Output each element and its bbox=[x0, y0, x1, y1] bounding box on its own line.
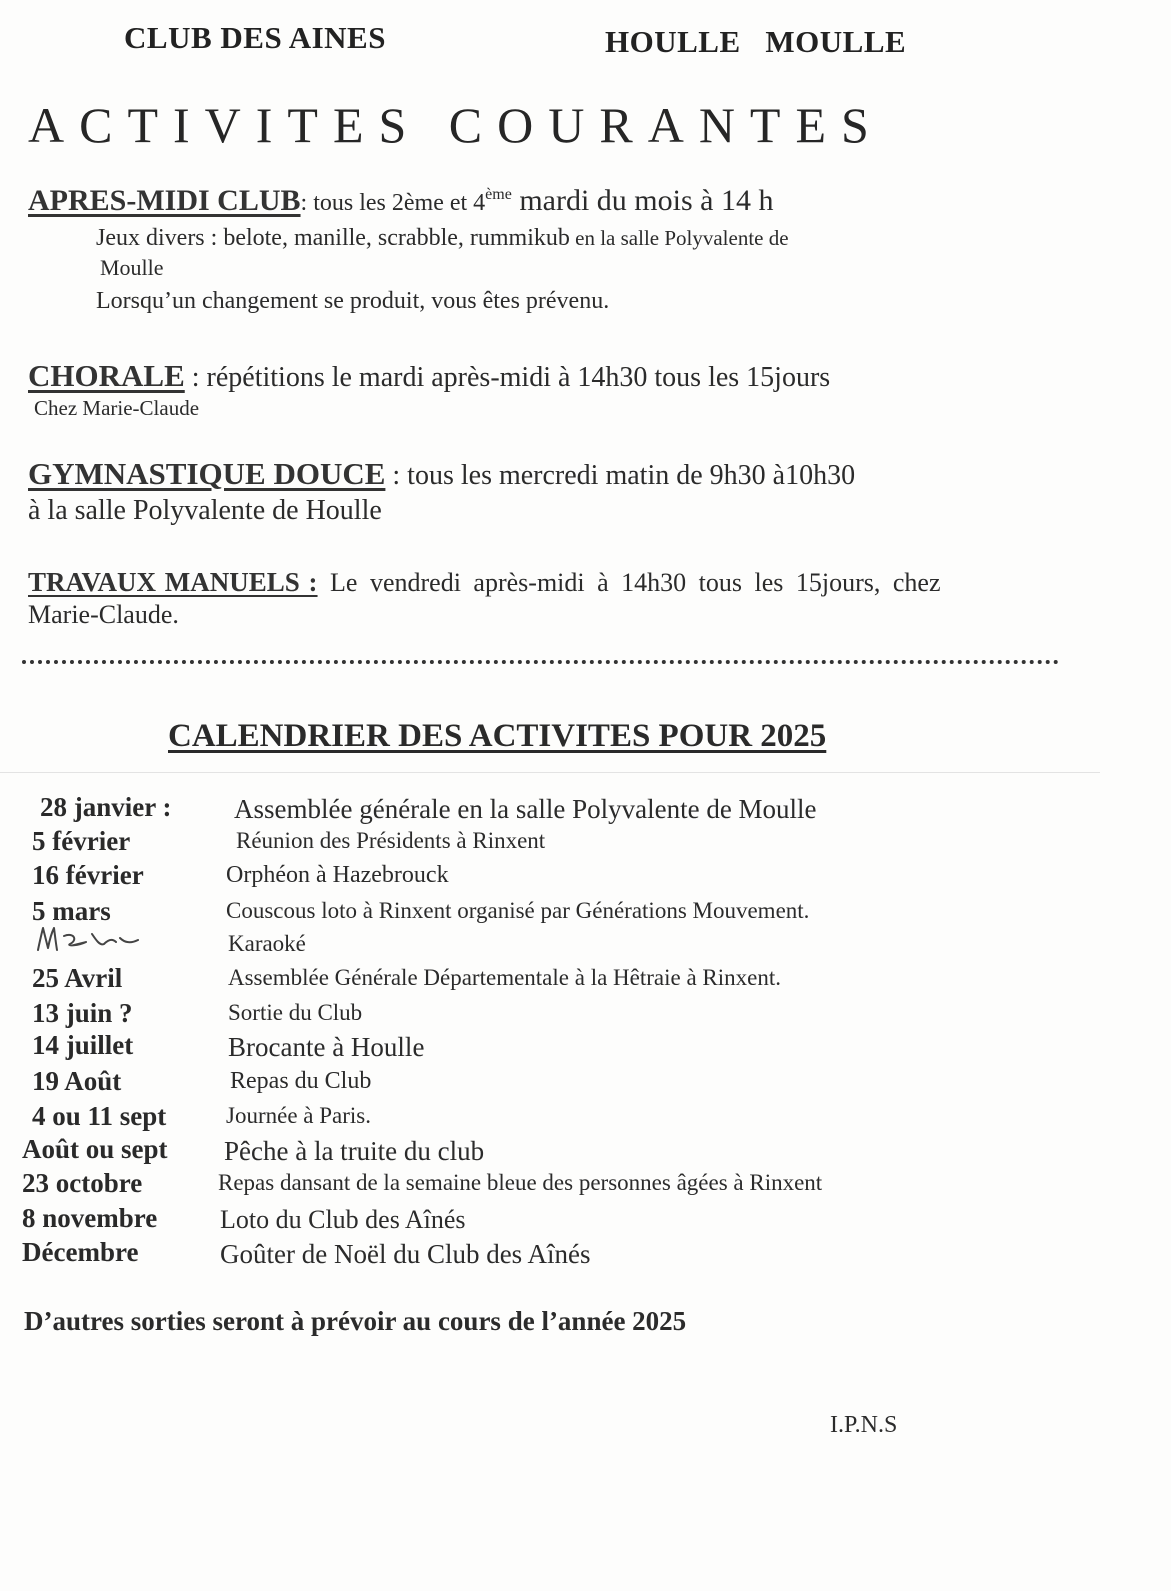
calendar-event: Karaoké bbox=[228, 931, 306, 956]
handwritten-note bbox=[34, 922, 144, 956]
apres-midi-note: Lorsqu’un changement se produit, vous êtes prévenu. bbox=[96, 288, 610, 314]
calendar-event: Goûter de Noël du Club des Aînés bbox=[220, 1239, 591, 1269]
travaux-line bbox=[28, 567, 941, 598]
chorale-place: Chez Marie-Claude bbox=[34, 396, 200, 420]
calendar-title: CALENDRIER DES ACTIVITES POUR 2025 bbox=[168, 718, 827, 754]
gym-label: GYMNASTIQUE DOUCE bbox=[28, 456, 386, 491]
calendar-date: 13 juin ? bbox=[32, 998, 133, 1028]
calendar-event: Repas du Club bbox=[230, 1068, 372, 1094]
apres-midi-label: APRES-MIDI CLUB bbox=[28, 184, 301, 217]
page-title: ACTIVITES COURANTES bbox=[28, 97, 884, 153]
apres-midi-time: mardi du mois à 14 h bbox=[511, 184, 774, 217]
gym-line bbox=[28, 456, 855, 492]
apres-midi-line bbox=[28, 184, 773, 218]
calendar-date: 5 mars bbox=[32, 896, 111, 926]
calendar-date: Décembre bbox=[22, 1237, 139, 1267]
gym-text: : tous les mercredi matin de 9h30 à10h30 bbox=[385, 460, 856, 491]
ipns-mark: I.P.N.S bbox=[830, 1412, 898, 1438]
chorale-line bbox=[28, 358, 830, 394]
club-name: CLUB DES AINES bbox=[124, 20, 386, 55]
footer-note: D’autres sorties seront à prévoir au cours de l’année 2025 bbox=[24, 1306, 687, 1336]
town-names: HOULLE MOULLE bbox=[605, 24, 907, 59]
dotted-separator bbox=[22, 660, 1059, 664]
calendar-event: Assemblée générale en la salle Polyvalente de Moulle bbox=[234, 794, 817, 824]
calendar-date: 25 Avril bbox=[32, 963, 123, 993]
gym-place: à la salle Polyvalente de Houlle bbox=[28, 495, 382, 526]
calendar-date: Août ou sept bbox=[22, 1134, 168, 1164]
chorale-label: CHORALE bbox=[28, 358, 185, 393]
travaux-text: Le vendredi après-midi à 14h30 tous les 15jours, chez bbox=[317, 568, 941, 597]
apres-midi-games-place: en la salle Polyvalente de bbox=[569, 226, 789, 250]
calendar-date: 16 février bbox=[32, 860, 144, 890]
calendar-event: Couscous loto à Rinxent organisé par Générations Mouvement. bbox=[226, 898, 810, 923]
apres-midi-games-text: Jeux divers : belote, manille, scrabble, rummikub bbox=[96, 225, 570, 251]
calendar-event: Pêche à la truite du club bbox=[224, 1136, 485, 1166]
calendar-event: Loto du Club des Aînés bbox=[220, 1205, 466, 1234]
apres-midi-games bbox=[96, 225, 789, 252]
apres-midi-sup: ème bbox=[485, 186, 512, 203]
calendar-event: Repas dansant de la semaine bleue des personnes âgées à Rinxent bbox=[218, 1170, 823, 1195]
calendar-event: Assemblée Générale Départementale à la Hêtraie à Rinxent. bbox=[228, 965, 782, 990]
paper-fold-line bbox=[0, 772, 1100, 773]
calendar-date: 5 février bbox=[32, 826, 131, 856]
travaux-label: TRAVAUX MANUELS : bbox=[28, 567, 318, 597]
calendar-event: Sortie du Club bbox=[228, 1000, 363, 1025]
apres-midi-place: Moulle bbox=[100, 255, 164, 280]
apres-midi-colon: : tous les 2ème et 4 bbox=[300, 190, 486, 216]
travaux-place: Marie-Claude. bbox=[28, 600, 179, 629]
calendar-date: 23 octobre bbox=[22, 1168, 143, 1198]
calendar-event: Orphéon à Hazebrouck bbox=[226, 862, 449, 888]
calendar-date: 4 ou 11 sept bbox=[32, 1101, 167, 1131]
calendar-date: 19 Août bbox=[32, 1066, 122, 1096]
chorale-text: : répétitions le mardi après-midi à 14h30 tous les 15jours bbox=[184, 362, 831, 393]
calendar-event: Brocante à Houlle bbox=[228, 1032, 425, 1062]
calendar-event: Réunion des Présidents à Rinxent bbox=[236, 828, 546, 853]
calendar-event: Journée à Paris. bbox=[226, 1103, 371, 1128]
calendar-date: 28 janvier : bbox=[40, 792, 172, 822]
calendar-date: 8 novembre bbox=[22, 1203, 158, 1233]
calendar-date: 14 juillet bbox=[32, 1030, 134, 1060]
